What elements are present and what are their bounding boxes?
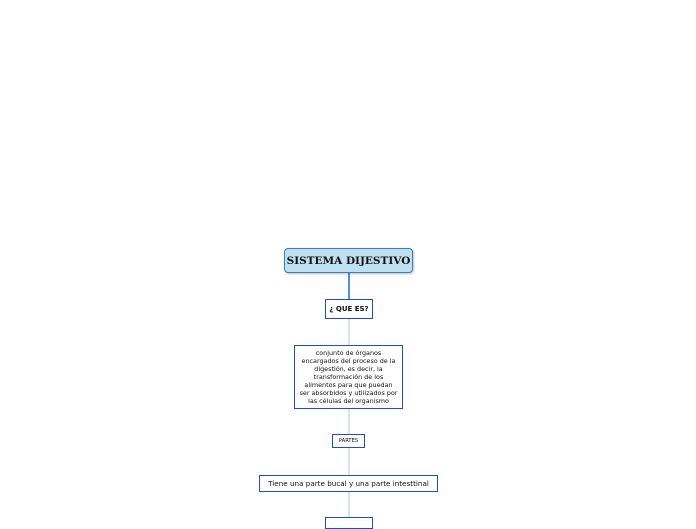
- root-topic-label: SISTEMA DIJESTIVO: [286, 254, 411, 267]
- root-topic[interactable]: [284, 248, 413, 273]
- topic-next[interactable]: [325, 517, 373, 529]
- topic-partes[interactable]: [332, 434, 365, 448]
- topic-que-es[interactable]: [325, 299, 373, 319]
- topic-tiene[interactable]: [259, 475, 438, 492]
- topic-que-es-label: ¿ QUE ES?: [329, 305, 369, 313]
- topic-partes-label: PARTES: [338, 438, 359, 444]
- topic-tiene-label: Tiene una parte bucal y una parte intesttinal: [268, 479, 429, 488]
- topic-definition[interactable]: [294, 345, 403, 409]
- topic-definition-label: conjunto de órganos encargados del proceso de la digestión, es decir, la transformación de los alimentos para que puedan ser absorbidos y utilizados por las células del organismo: [299, 349, 398, 405]
